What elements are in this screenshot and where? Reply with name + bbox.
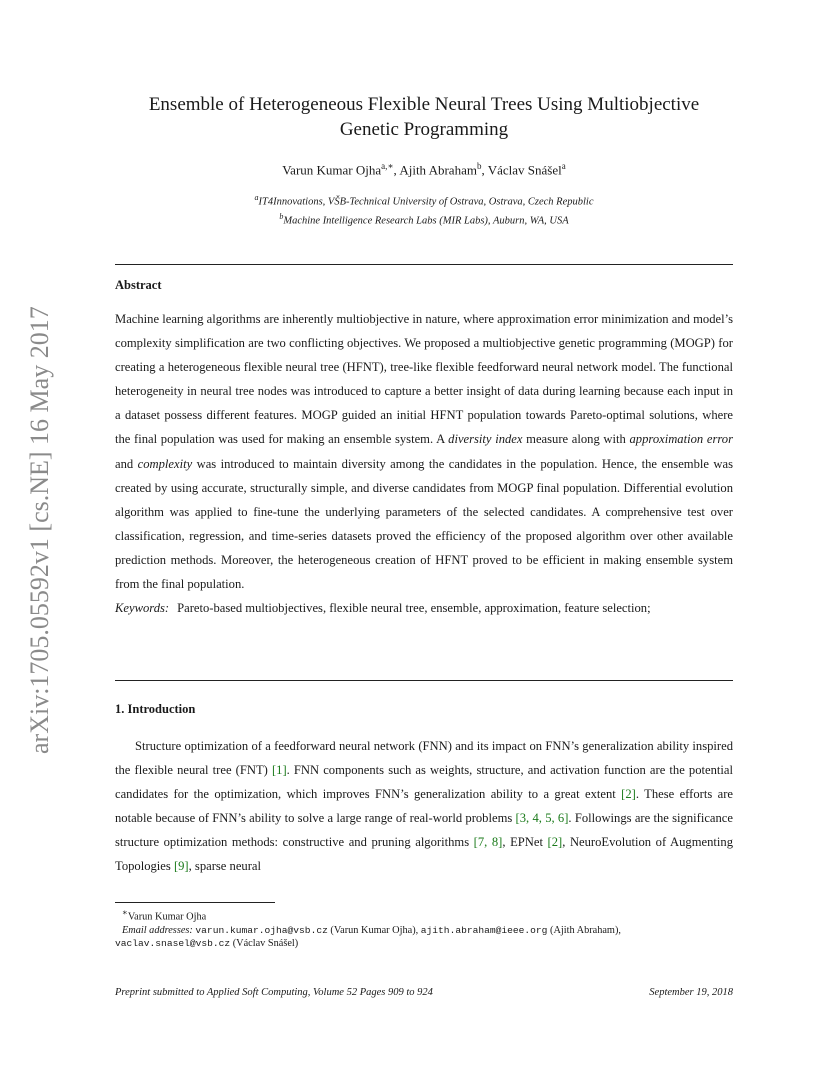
- abstract-text: measure along with: [522, 432, 630, 447]
- arxiv-id: arXiv:1705.05592v1 [cs.NE] 16 May 2017: [25, 306, 54, 754]
- corresponding-author: Varun Kumar Ojha: [127, 911, 207, 923]
- affiliation-text: IT4Innovations, VŠB-Technical University of Ostrava, Ostrava, Czech Republic: [258, 196, 594, 208]
- affiliation-mark: a: [254, 193, 259, 202]
- paper-title: [115, 92, 733, 142]
- intro-text: . Followings are the significance structure optimization methods: constructive and pruning algorithms: [115, 811, 733, 850]
- affiliation: [115, 191, 733, 210]
- citation-link[interactable]: [2]: [621, 787, 636, 802]
- title-line-1: Ensemble of Heterogeneous Flexible Neural Trees Using Multiobjective: [148, 94, 700, 115]
- footnotes: [115, 906, 733, 951]
- abstract-body: [115, 307, 733, 620]
- intro-text: , sparse neural: [188, 859, 262, 874]
- abstract-emphasis: approximation error: [629, 432, 733, 447]
- email-link[interactable]: ajith.abraham@ieee.org: [420, 924, 548, 936]
- author-marks: a: [561, 161, 566, 171]
- intro-text: Structure optimization of a feedforward neural network (FNN) and its impact on FNN’s generalization ability inspired the flexible neural tree (FNT): [115, 739, 733, 778]
- abstract-text: and: [115, 456, 138, 471]
- footnote-divider: [115, 902, 275, 903]
- email-addresses-continued: [115, 937, 733, 951]
- email-owner: (Ajith Abraham),: [550, 924, 621, 936]
- abstract-text: Machine learning algorithms are inherently multiobjective in nature, where approximation error minimization and model’s complexity simplification are two conflicting objectives. We proposed a multiobjective genetic programming (MOGP) for creating a heterogeneous flexible neural tree (HFNT), tree-like flexible feedforward neural network model. The functional heterogeneity in neural tree nodes was introduced to capture a better insight of data during learning because each input in a dataset possess different features. MOGP guided an initial HFNT population towards Pareto-optimal solutions, where the final population was used for making an ensemble system. A: [115, 312, 733, 447]
- affiliations: [115, 191, 733, 228]
- keywords-line: [115, 596, 733, 620]
- introduction-body: [115, 734, 733, 879]
- introduction-paragraph: [115, 734, 733, 879]
- citation-link[interactable]: [9]: [173, 859, 189, 874]
- page-footer: [115, 987, 733, 998]
- citation-link[interactable]: [1]: [271, 763, 287, 778]
- footnote-mark: ∗: [122, 907, 128, 917]
- abstract-text: was introduced to maintain diversity among the candidates in the population. Hence, the ensemble was created by using accurate, structurally simple, and diverse candidates from MOGP final population. Differential evolution algorithm was applied to fine-tune the underlying parameters of the selected candidates. A comprehensive test over classification, regression, and time-series datasets proved the efficiency of the proposed algorithm over other available prediction methods. Moreover, the heterogeneous creation of HFNT proved to be efficient in making ensemble system from the final population.: [115, 456, 733, 592]
- email-owner: (Varun Kumar Ojha),: [330, 924, 419, 936]
- footer-date: September 19, 2018: [649, 987, 733, 998]
- abstract-emphasis: complexity: [137, 456, 193, 471]
- email-link[interactable]: vaclav.snasel@vsb.cz: [115, 938, 231, 950]
- intro-text: . FNN components such as weights, structure, and activation function are the potential candidates for the optimization, which improves FNN’s generalization ability to a great extent: [115, 763, 733, 802]
- citation-link[interactable]: [3, 4, 5, 6]: [515, 811, 569, 826]
- intro-text: . These efforts are notable because of FNN’s ability to solve a large range of real-world problems: [115, 787, 733, 826]
- keywords-label: Keywords:: [115, 601, 170, 616]
- email-addresses: [115, 924, 733, 938]
- author-name: Václav Snášel: [487, 162, 562, 178]
- author-list: Varun Kumar Ojha$^{a,∗}$, Ajith Abraham$^b$, Václav Snášel$^a$: [282, 161, 566, 178]
- abstract-paragraph: [115, 307, 733, 596]
- email-link[interactable]: varun.kumar.ojha@vsb.cz: [195, 924, 328, 936]
- abstract-emphasis: diversity index: [448, 432, 523, 447]
- author-name: Varun Kumar Ojha: [282, 162, 382, 178]
- keywords-text: Pareto-based multiobjectives, flexible neural tree, ensemble, approximation, feature selection;: [177, 601, 651, 616]
- abstract-heading: Abstract: [115, 278, 162, 292]
- affiliation: [115, 210, 733, 229]
- intro-text: , EPNet: [502, 835, 548, 850]
- email-owner: (Václav Snášel): [232, 938, 299, 950]
- divider-top: [115, 264, 733, 265]
- title-line-2: Genetic Programming: [339, 119, 509, 140]
- footer-preprint-note: Preprint submitted to Applied Soft Computing, Volume 52 Pages 909 to 924: [115, 987, 433, 998]
- introduction-heading: 1. Introduction: [115, 702, 196, 716]
- author-name: Ajith Abraham: [399, 162, 477, 178]
- citation-link[interactable]: [7, 8]: [473, 835, 503, 850]
- citation-link[interactable]: [2]: [547, 835, 563, 850]
- author-marks: a,∗: [381, 161, 394, 171]
- email-label: Email addresses:: [122, 924, 193, 936]
- affiliation-mark: b: [279, 211, 284, 221]
- divider-bottom: [115, 680, 733, 681]
- intro-text: , NeuroEvolution of Augmenting Topologies: [115, 835, 733, 874]
- arxiv-stamp: [18, 280, 58, 760]
- author-marks: b: [476, 161, 482, 171]
- affiliation-text: Machine Intelligence Research Labs (MIR Labs), Auburn, WA, USA: [283, 215, 569, 226]
- corresponding-author-note: [115, 906, 733, 924]
